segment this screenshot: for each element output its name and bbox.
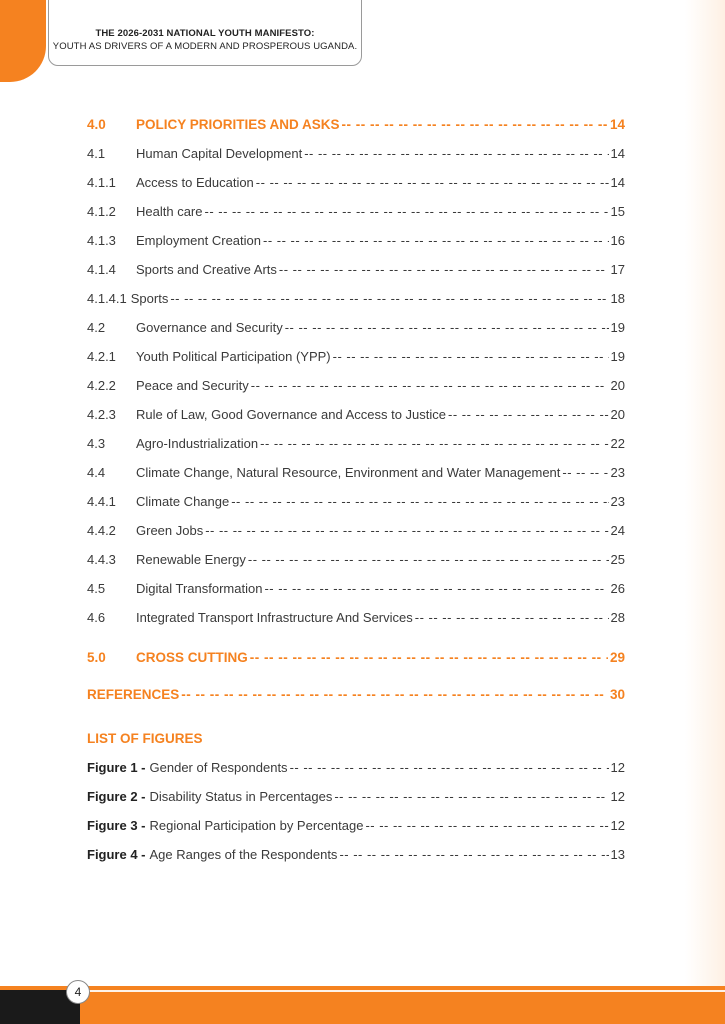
running-header <box>48 0 362 66</box>
list-of-figures-heading: LIST OF FIGURES <box>87 731 203 746</box>
toc-entry-title: Human Capital Development <box>136 146 303 161</box>
figure-page: 13 <box>610 847 625 862</box>
toc-entry[interactable] <box>87 378 625 396</box>
toc-entry[interactable] <box>87 175 625 193</box>
page-number: 4 <box>66 980 90 1004</box>
toc-entry-title: Health care <box>136 204 203 219</box>
toc-entry-page: 20 <box>610 378 625 393</box>
toc-entry-number: 4.2.2 <box>87 378 116 393</box>
dot-leader <box>304 146 608 161</box>
figure-entry[interactable] <box>87 760 625 778</box>
dot-leader <box>562 465 608 480</box>
toc-entry-title: Employment Creation <box>136 233 261 248</box>
toc-entry-number: 4.5 <box>87 581 106 596</box>
dot-leader <box>334 789 608 804</box>
toc-entry-page: 22 <box>610 436 625 451</box>
page-edge-shade <box>685 0 725 1024</box>
toc-entry-title: REFERENCES <box>87 687 180 702</box>
dot-leader <box>342 117 608 132</box>
toc-entry-page: 15 <box>610 204 625 219</box>
corner-tab-decoration <box>0 0 46 82</box>
toc-entry-title: Renewable Energy <box>136 552 246 567</box>
dot-leader <box>260 436 608 451</box>
dot-leader <box>285 320 609 335</box>
header-title-line2: YOUTH AS DRIVERS OF A MODERN AND PROSPEROUS UGANDA. <box>52 41 358 52</box>
toc-entry[interactable] <box>87 146 625 164</box>
toc-entry-number: 4.6 <box>87 610 106 625</box>
figure-entry[interactable] <box>87 789 625 807</box>
toc-entry-title: Agro-Industrialization <box>136 436 259 451</box>
toc-entry[interactable] <box>87 349 625 367</box>
toc-entry-page: 14 <box>609 117 625 132</box>
figure-label: Figure 1 - <box>87 760 146 775</box>
dot-leader <box>448 407 609 422</box>
toc-entry-number: 4.4 <box>87 465 106 480</box>
figure-entry[interactable] <box>87 847 625 865</box>
toc-entry-page: 29 <box>609 650 625 665</box>
dot-leader <box>415 610 609 625</box>
toc-entry-title: Sports and Creative Arts <box>136 262 277 277</box>
toc-entry-page: 14 <box>610 146 625 161</box>
toc-entry[interactable] <box>87 465 625 483</box>
toc-entry-number: 4.2 <box>87 320 106 335</box>
toc-entry[interactable] <box>87 117 625 135</box>
toc-entry[interactable] <box>87 291 625 309</box>
dot-leader <box>263 233 609 248</box>
toc-entry[interactable] <box>87 233 625 251</box>
toc-entry[interactable] <box>87 494 625 512</box>
toc-entry-number: 4.1.4 <box>87 262 116 277</box>
toc-entry-page: 17 <box>610 262 625 277</box>
toc-entry[interactable] <box>87 581 625 599</box>
figure-page: 12 <box>610 818 625 833</box>
toc-entry-page: 18 <box>610 291 625 306</box>
toc-entry-page: 30 <box>609 687 625 702</box>
toc-entry-page: 26 <box>610 581 625 596</box>
toc-entry-page: 14 <box>610 175 625 190</box>
toc-entry-title: Sports <box>130 291 169 306</box>
dot-leader <box>251 378 609 393</box>
figure-entry[interactable] <box>87 818 625 836</box>
toc-entry-title: Peace and Security <box>136 378 249 393</box>
toc-entry-number: 5.0 <box>87 650 106 665</box>
toc-entry-number: 4.4.2 <box>87 523 116 538</box>
toc-entry-page: 25 <box>610 552 625 567</box>
toc-entry[interactable] <box>87 523 625 541</box>
dot-leader <box>339 847 608 862</box>
toc-entry-page: 20 <box>610 407 625 422</box>
toc-entry-number: 4.0 <box>87 117 106 132</box>
figure-title: Disability Status in Percentages <box>149 789 333 804</box>
toc-entry[interactable] <box>87 407 625 425</box>
toc-entry[interactable] <box>87 436 625 454</box>
dot-leader <box>204 204 608 219</box>
toc-entry-number: 4.1.4.1 <box>87 291 127 306</box>
toc-entry-number: 4.2.1 <box>87 349 116 364</box>
footer-divider <box>80 990 725 992</box>
dot-leader <box>290 760 609 775</box>
dot-leader <box>365 818 608 833</box>
toc-entry-title: Green Jobs <box>136 523 204 538</box>
dot-leader <box>264 581 608 596</box>
figure-title: Age Ranges of the Respondents <box>149 847 338 862</box>
toc-entry-page: 19 <box>610 320 625 335</box>
toc-entry-page: 23 <box>610 494 625 509</box>
dot-leader <box>248 552 609 567</box>
toc-entry-page: 23 <box>610 465 625 480</box>
toc-entry-number: 4.1 <box>87 146 106 161</box>
toc-entry-number: 4.1.1 <box>87 175 116 190</box>
toc-entry[interactable] <box>87 610 625 628</box>
dot-leader <box>256 175 609 190</box>
toc-entry-page: 28 <box>610 610 625 625</box>
toc-entry-title: Rule of Law, Good Governance and Access to Justice <box>136 407 447 422</box>
toc-entry[interactable] <box>87 262 625 280</box>
figure-page: 12 <box>610 760 625 775</box>
toc-entry[interactable] <box>87 687 625 705</box>
toc-entry-title: Digital Transformation <box>136 581 263 596</box>
toc-entry-page: 19 <box>610 349 625 364</box>
toc-entry-page: 24 <box>610 523 625 538</box>
toc-entry-number: 4.1.2 <box>87 204 116 219</box>
figure-page: 12 <box>610 789 625 804</box>
toc-entry-number: 4.4.3 <box>87 552 116 567</box>
toc-entry-title: Governance and Security <box>136 320 283 335</box>
toc-entry-title: CROSS CUTTING <box>136 650 248 665</box>
dot-leader <box>205 523 608 538</box>
toc-entry-title: Access to Education <box>136 175 254 190</box>
toc-entry-page: 16 <box>610 233 625 248</box>
toc-entry-number: 4.4.1 <box>87 494 116 509</box>
figure-title: Regional Participation by Percentage <box>149 818 364 833</box>
toc-entry[interactable] <box>87 204 625 222</box>
figure-label: Figure 2 - <box>87 789 146 804</box>
figure-label: Figure 3 - <box>87 818 146 833</box>
figure-label: Figure 4 - <box>87 847 146 862</box>
figure-title: Gender of Respondents <box>149 760 288 775</box>
dot-leader <box>231 494 608 509</box>
toc-entry-title: Climate Change <box>136 494 230 509</box>
dot-leader <box>181 687 608 702</box>
toc-entry[interactable] <box>87 320 625 338</box>
dot-leader <box>170 291 608 306</box>
toc-entry-number: 4.1.3 <box>87 233 116 248</box>
toc-entry-title: POLICY PRIORITIES AND ASKS <box>136 117 340 132</box>
toc-entry-title: Youth Political Participation (YPP) <box>136 349 331 364</box>
toc-entry-number: 4.2.3 <box>87 407 116 422</box>
toc-entry[interactable] <box>87 552 625 570</box>
header-title-line1: THE 2026-2031 NATIONAL YOUTH MANIFESTO: <box>95 28 315 39</box>
toc-entry-title: Climate Change, Natural Resource, Environment and Water Management <box>136 465 561 480</box>
toc-entry[interactable] <box>87 650 625 668</box>
dot-leader <box>250 650 608 665</box>
dot-leader <box>279 262 609 277</box>
dot-leader <box>333 349 609 364</box>
toc-entry-title: Integrated Transport Infrastructure And Services <box>136 610 413 625</box>
toc-entry-number: 4.3 <box>87 436 106 451</box>
